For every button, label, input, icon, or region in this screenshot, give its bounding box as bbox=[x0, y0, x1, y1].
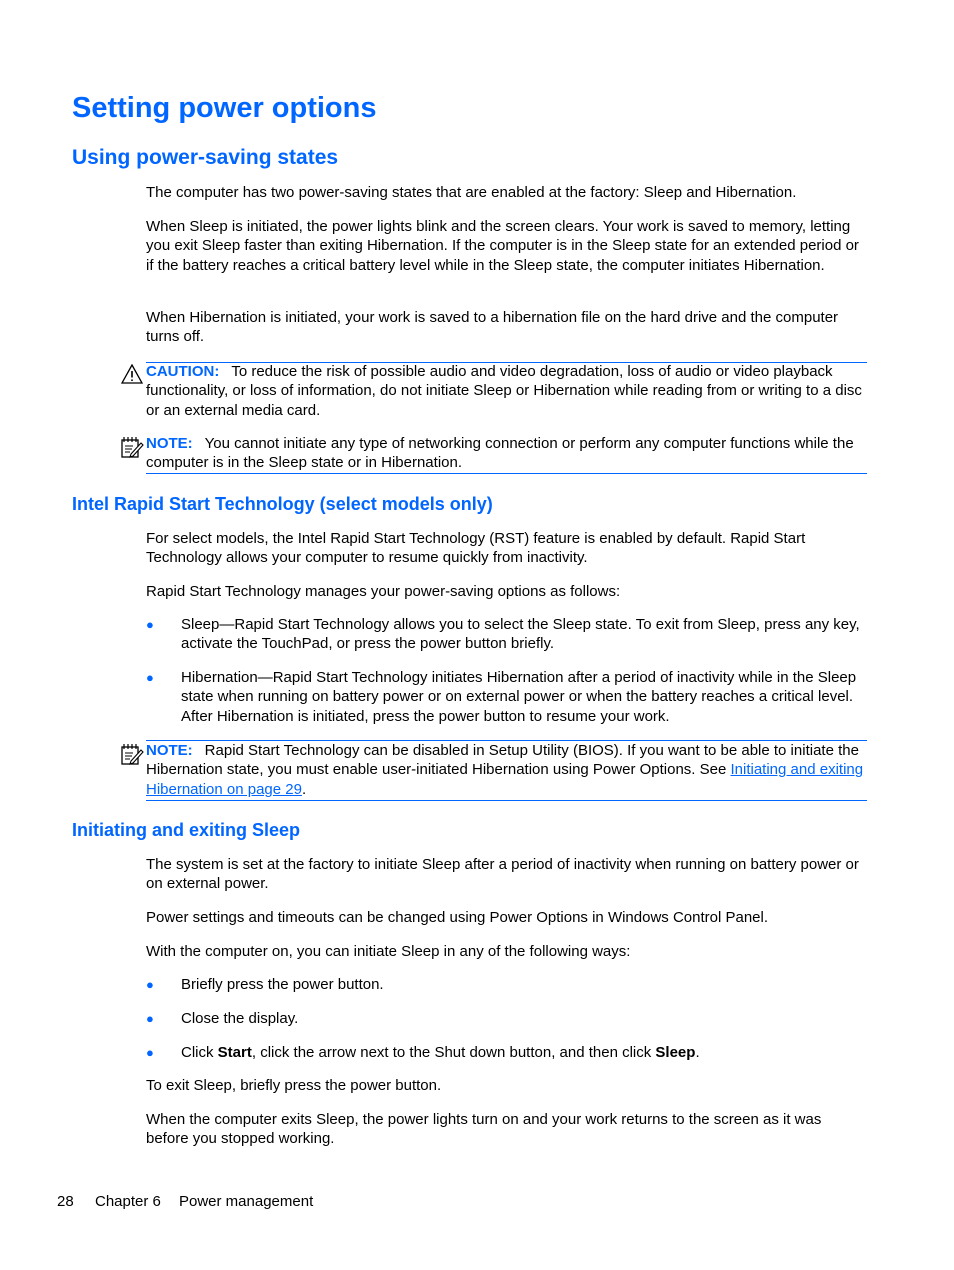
note-bottom-rule bbox=[146, 800, 867, 801]
paragraph: The system is set at the factory to initiate Sleep after a period of inactivity when running on battery power or on external power. bbox=[146, 856, 859, 893]
list-item-text: Briefly press the power button. bbox=[181, 976, 384, 993]
note-pad-icon bbox=[120, 742, 144, 766]
footer-chapter: Chapter 6 bbox=[95, 1193, 161, 1210]
paragraph: When Sleep is initiated, the power lights blink and the screen clears. Your work is saved to memory, letting you exit Sleep faster than exiting Hibernation. If the computer is in the Sleep state for an extended period or if the battery reaches a critical battery level while in the Sleep state, the computer initiates Hibernation. bbox=[146, 218, 859, 274]
paragraph: To exit Sleep, briefly press the power button. bbox=[146, 1077, 442, 1094]
start-menu-term: Start bbox=[217, 1044, 252, 1061]
caution-text: To reduce the risk of possible audio and video degradation, loss of audio or video playback functionality, or loss of information, do not initiate Sleep or Hibernation while reading from or writing to a disc or an external media card. bbox=[146, 363, 862, 419]
note-label: NOTE: bbox=[146, 742, 193, 759]
page-title: Setting power options bbox=[72, 92, 377, 124]
list-item-text: Close the display. bbox=[181, 1010, 299, 1027]
list-item-text: Hibernation—Rapid Start Technology initiates Hibernation after a period of inactivity while in the Sleep state when running on battery power or on external power or when the battery reaches a critical level. After Hibernation is initiated, press the power button to resume your work. bbox=[181, 669, 857, 725]
footer-chapter-title: Power management bbox=[179, 1193, 314, 1210]
list-item-text bbox=[181, 1043, 871, 1062]
bullet-icon: ● bbox=[146, 617, 154, 632]
bullet-icon: ● bbox=[146, 1045, 154, 1060]
bullet-icon: ● bbox=[146, 1011, 154, 1026]
warning-triangle-icon bbox=[121, 364, 143, 384]
paragraph: Rapid Start Technology manages your power-saving options as follows: bbox=[146, 583, 621, 600]
sleep-term: Sleep bbox=[655, 1044, 696, 1061]
bullet-icon: ● bbox=[146, 977, 154, 992]
paragraph: For select models, the Intel Rapid Start Technology (RST) feature is enabled by default. Rapid Start Technology allows your computer to resume quickly from inactivity. bbox=[146, 530, 806, 567]
caution-notice bbox=[146, 362, 868, 420]
note-notice bbox=[146, 434, 868, 473]
caution-label: CAUTION: bbox=[146, 363, 220, 380]
paragraph: When Hibernation is initiated, your work is saved to a hibernation file on the hard drive and the computer turns off. bbox=[146, 309, 839, 346]
list-item-text-part: , click the arrow next to the Shut down button, and then click bbox=[251, 1044, 652, 1061]
list-item-text: Sleep—Rapid Start Technology allows you to select the Sleep state. To exit from Sleep, press any key, activate the TouchPad, or press the power button briefly. bbox=[181, 616, 860, 653]
paragraph: The computer has two power-saving states that are enabled at the factory: Sleep and Hibernation. bbox=[146, 184, 797, 201]
list-item-text-part: Click bbox=[181, 1044, 214, 1061]
paragraph: When the computer exits Sleep, the power lights turn on and your work returns to the screen as it was before you stopped working. bbox=[146, 1111, 822, 1148]
section-heading-rapid-start: Intel Rapid Start Technology (select models only) bbox=[72, 494, 493, 514]
note-text: Rapid Start Technology can be disabled in Setup Utility (BIOS). If you want to be able to initiate the Hibernation state, you must enable user-initiated Hibernation using Power Options. See bbox=[146, 742, 859, 779]
note-text: You cannot initiate any type of networking connection or perform any computer functions while the computer is in the Sleep state or in Hibernation. bbox=[146, 435, 854, 472]
note-label: NOTE: bbox=[146, 435, 193, 452]
page-number: 28 bbox=[57, 1193, 74, 1210]
paragraph: Power settings and timeouts can be changed using Power Options in Windows Control Panel. bbox=[146, 909, 769, 926]
section-heading-power-saving-states: Using power-saving states bbox=[72, 146, 339, 169]
section-heading-sleep: Initiating and exiting Sleep bbox=[72, 820, 301, 840]
note-notice bbox=[146, 741, 868, 799]
paragraph: With the computer on, you can initiate Sleep in any of the following ways: bbox=[146, 943, 631, 960]
list-item-text-part: . bbox=[695, 1044, 700, 1061]
bullet-icon: ● bbox=[146, 670, 154, 685]
note-punctuation: . bbox=[301, 780, 307, 798]
hibernation-page-link[interactable]: Initiating and exiting Hibernation on page 29 bbox=[146, 761, 864, 798]
note-bottom-rule bbox=[146, 473, 867, 474]
note-pad-icon bbox=[120, 435, 144, 459]
